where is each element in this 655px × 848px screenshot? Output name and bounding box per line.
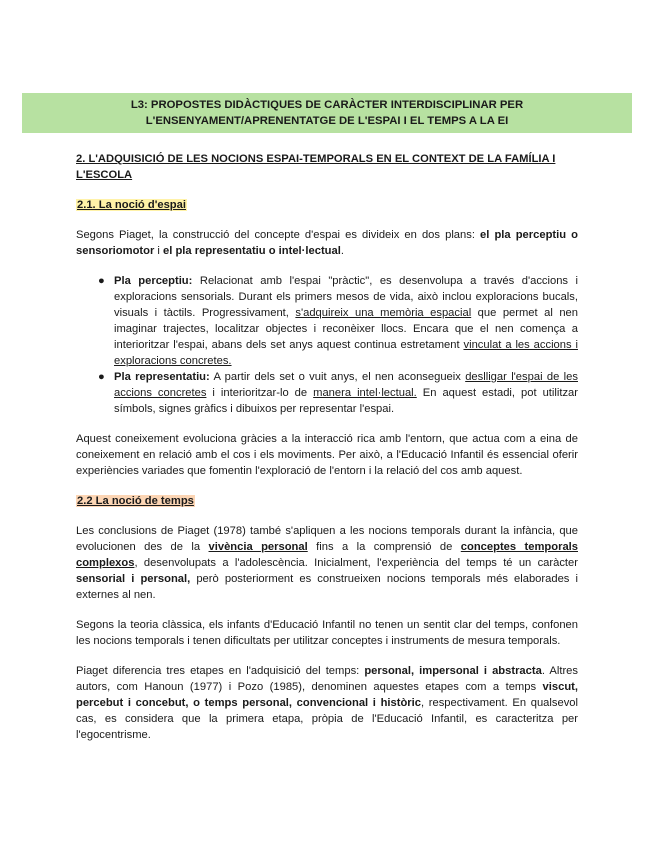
underlined-run: vinculat a les accions i exploracions concretes. [114, 339, 578, 367]
underlined-run: manera intel·lectual. [313, 387, 417, 399]
temps-paragraph-1 [76, 523, 578, 603]
text-run: que permet al nen imaginar trajectes, localitzar objectes i reconèixer llocs. Encara que el nen comença a interioritzar l'espai, abans dels set anys aquest continua estretament [114, 307, 578, 351]
text-run: En aquest estadi, pot utilitzar símbols, signes gràfics i dibuixos per representar l'espai. [114, 387, 578, 415]
text-run: , desenvolupats a l'adolescència. Inicialment, l'experiència del temps té un caràcter [134, 557, 578, 569]
temps-paragraph-3 [76, 663, 578, 743]
text-run: Segons Piaget, la construcció del concepte d'espai es divideix en dos plans: [76, 229, 481, 241]
espai-closing-paragraph: Aquest coneixement evoluciona gràcies a la interacció rica amb l'entorn, que actua com a eina de coneixement en relació amb el cos i els moviments. Per això, a l'Educació Infantil és essencial oferir experiències variades que fomentin l'exploració de l'entorn i la relació del cos amb aquest. [76, 433, 578, 477]
underlined-run: s'adquireix una memòria espacial [295, 307, 472, 319]
text-run: Les conclusions de Piaget (1978) també s'apliquen a les nocions temporals durant la infància, que evolucionen des de la [76, 525, 578, 553]
bullet-icon: ● [98, 275, 105, 287]
bullet-icon: ● [98, 371, 105, 383]
bold-run: sensorial i personal, [76, 573, 191, 585]
banner-line-1: L3: PROPOSTES DIDÀCTIQUES DE CARÀCTER INTERDISCIPLINAR PER [130, 99, 524, 111]
subsection-heading-espai [76, 197, 578, 213]
bold-run: Pla representatiu: [114, 371, 210, 383]
bold-run: viscut, percebut i concebut, o temps personal, convencional i històric [76, 681, 578, 709]
text-run: Piaget diferencia tres etapes en l'adquisició del temps: [76, 665, 365, 677]
text-run: però posteriorment es construeixen nocions temporals més elaborades i externes al nen. [76, 573, 578, 601]
bold-underlined-run: vivència personal [208, 541, 308, 553]
subsection-heading-temps [76, 493, 578, 509]
bold-run: Pla perceptiu: [114, 275, 193, 287]
lesson-title-banner [22, 93, 632, 133]
text-run: . [340, 245, 344, 257]
underlined-run: deslligar l'espai de les accions concretes [114, 371, 578, 399]
section-title: 2. L'ADQUISICIÓ DE LES NOCIONS ESPAI-TEMPORALS EN EL CONTEXT DE LA FAMÍLIA I L'ESCOLA [76, 153, 556, 181]
text-run: A partir dels set o vuit anys, el nen aconsegueix [209, 371, 466, 383]
temps-paragraph-2: Segons la teoria clàssica, els infants d'Educació Infantil no tenen un sentit clar del temps, confonen les nocions temporals i tenen dificultats per utilitzar conceptes i instruments de mesura temporals. [76, 619, 578, 647]
text-run: , respectivament. En qualsevol cas, es considera que la primera etapa, pròpia de l'Educació Infantil, es caracteritza per l'egocentrisme. [76, 697, 579, 741]
text-run: i [154, 245, 164, 257]
text-run: . Altres autors, com Hanoun (1977) i Pozo (1985), denominen aquestes etapes com a temps [76, 665, 578, 693]
document-body [76, 151, 578, 757]
subsection-heading-espai-text: 2.1. La noció d'espai [77, 199, 186, 211]
bold-run: el pla representatiu o intel·lectual [163, 245, 341, 257]
list-item-pla-perceptiu [76, 273, 578, 369]
text-run: fins a la comprensió de [307, 541, 461, 553]
espai-intro-paragraph [76, 227, 578, 259]
subsection-heading-temps-text: 2.2 La noció de temps [77, 495, 194, 507]
text-run: i interioritzar-lo de [206, 387, 314, 399]
text-run: Relacionat amb l'espai "pràctic", es desenvolupa a través d'accions i exploracions sensorials. Durant els primers mesos de vida, això inclou exploracions bucals, visuals i tàctils. Progressivament, [114, 275, 578, 319]
bold-underlined-run: conceptes temporals complexos [76, 541, 578, 569]
bold-run: el pla perceptiu o sensoriomotor [76, 229, 578, 257]
planes-list [76, 273, 578, 417]
banner-line-2: L'ENSENYAMENT/APRENENTATGE DE L'ESPAI I EL TEMPS A LA EI [145, 115, 509, 127]
bold-run: personal, impersonal i abstracta [364, 665, 542, 677]
list-item-pla-representatiu [76, 369, 578, 417]
